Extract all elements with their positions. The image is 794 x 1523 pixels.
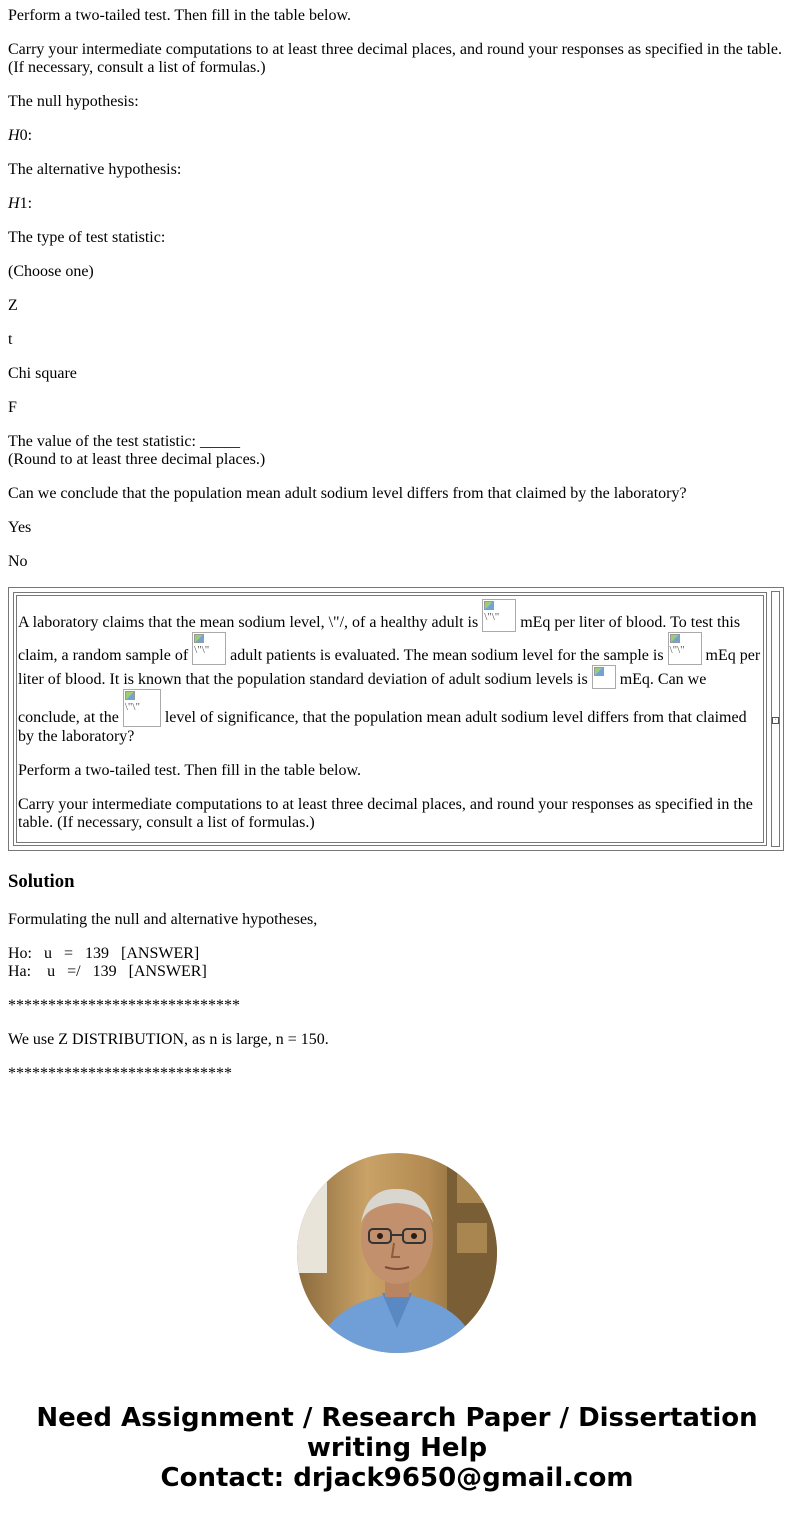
image-placeholder (592, 665, 616, 689)
h1-field: H1: (8, 195, 33, 212)
image-placeholder: \"\" (123, 689, 161, 727)
problem-statement: A laboratory claims that the mean sodium level, \"/, of a healthy adult is \"\" mEq per liter of blood. To test this claim, a random sample of \"\" adult patients is evaluated. The mean sodium level for the sample is \"\" mEq per liter of blood. It is known that the population standard deviation of adult sodium levels is mEq. Can we conclude, at the \"\" level of significance, that the population mean adult sodium level differs from that claimed by the laboratory? (18, 599, 763, 746)
broken-image-icon (194, 634, 204, 643)
h0-field: H0: (8, 127, 33, 144)
scrollbar-handle[interactable]: · (772, 717, 779, 724)
answer-yes[interactable]: Yes (8, 519, 32, 536)
solution-formulating: Formulating the null and alternative hypotheses, (8, 911, 318, 928)
author-avatar (297, 1153, 497, 1353)
problem-frame-content (16, 595, 764, 843)
problem-frame (8, 587, 784, 851)
broken-image-icon (670, 634, 680, 643)
promo-contact[interactable]: Contact: drjack9650@gmail.com (160, 1463, 634, 1493)
problem-frame-inner (13, 592, 767, 846)
broken-image-icon (125, 691, 135, 700)
broken-image-icon (594, 667, 604, 676)
image-placeholder: \"\" (192, 632, 226, 665)
stat-type-label: The type of test statistic: (8, 229, 166, 246)
option-f[interactable]: F (8, 399, 17, 416)
frame-rounding-note: Carry your intermediate computations to at least three decimal places, and round your responses as specified in the table. (If necessary, consult a list of formulas.) (18, 796, 753, 831)
choose-one-select[interactable]: (Choose one) (8, 263, 94, 280)
test-statistic-value: The value of the test statistic: _____ (Round to at least three decimal places.) (8, 433, 266, 468)
promo-line-1: Need Assignment / Research Paper / Dissertation (36, 1403, 758, 1433)
promo-footer (0, 1403, 794, 1493)
option-t[interactable]: t (8, 331, 13, 348)
alt-hypothesis-label: The alternative hypothesis: (8, 161, 182, 178)
conclusion-question: Can we conclude that the population mean adult sodium level differs from that claimed by the laboratory? (8, 485, 687, 502)
author-portrait (297, 1153, 497, 1353)
frame-scrollbar[interactable] (771, 591, 780, 847)
answer-no[interactable]: No (8, 553, 28, 570)
solution-heading: Solution (8, 871, 75, 892)
image-placeholder: \"\" (482, 599, 516, 632)
option-z[interactable]: Z (8, 297, 18, 314)
solution-distribution: We use Z DISTRIBUTION, as n is large, n = 150. (8, 1031, 329, 1048)
option-chi-square[interactable]: Chi square (8, 365, 77, 382)
separator-stars: ***************************** (8, 997, 240, 1014)
promo-line-2: writing Help (306, 1433, 488, 1463)
image-placeholder: \"\" (668, 632, 702, 665)
separator-stars: **************************** (8, 1065, 232, 1082)
frame-instruction: Perform a two-tailed test. Then fill in the table below. (18, 762, 362, 779)
solution-hypotheses: Ho: u = 139 [ANSWER] Ha: u =/ 139 [ANSWER] (8, 945, 207, 980)
intro-instruction: Perform a two-tailed test. Then fill in the table below. (8, 7, 352, 24)
intro-rounding-note: Carry your intermediate computations to at least three decimal places, and round your responses as specified in the table. (If necessary, consult a list of formulas.) (8, 41, 782, 76)
null-hypothesis-label: The null hypothesis: (8, 93, 139, 110)
broken-image-icon (484, 601, 494, 610)
